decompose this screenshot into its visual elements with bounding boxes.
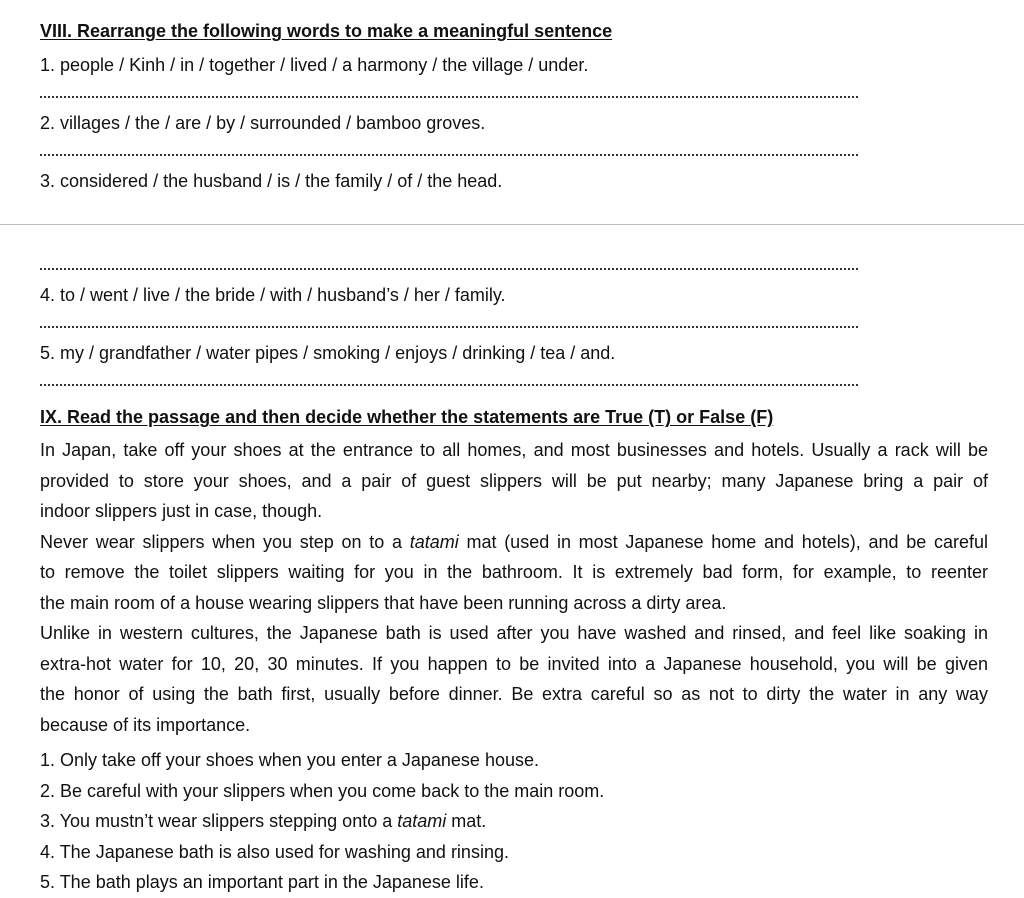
tatami-term: tatami bbox=[397, 811, 447, 831]
page-break-divider bbox=[0, 224, 1024, 225]
passage-line: because of its importance. bbox=[40, 714, 251, 735]
section-9-heading: IX. Read the passage and then decide whether the statements are True (T) or False (F) bbox=[40, 407, 774, 427]
statement-1: 1. Only take off your shoes when you enter a Japanese house. bbox=[40, 750, 539, 770]
passage-line: to remove the toilet slippers waiting for you in the bathroom. It is extremely bad form, for example, to reenter bbox=[40, 562, 988, 582]
rearrange-item-4: 4. to / went / live / the bride / with / husband’s / her / family. bbox=[40, 285, 506, 305]
passage-line: In Japan, take off your shoes at the entrance to all homes, and most businesses and hotels. Usually a rack will be bbox=[40, 440, 988, 460]
passage-line: extra-hot water for 10, 20, 30 minutes. If you happen to be invited into a Japanese household, you will be given bbox=[40, 653, 988, 674]
passage-line: Never wear slippers when you step on to a tatami mat (used in most Japanese home and hotels), and be careful bbox=[40, 531, 988, 552]
rearrange-item-2: 2. villages / the / are / by / surrounded / bamboo groves. bbox=[40, 113, 486, 133]
rearrange-item-3: 3. considered / the husband / is / the family / of / the head. bbox=[40, 171, 503, 191]
statement-2: 2. Be careful with your slippers when you come back to the main room. bbox=[40, 781, 605, 801]
statement-5: 5. The bath plays an important part in the Japanese life. bbox=[40, 872, 484, 892]
answer-line-1[interactable] bbox=[40, 96, 858, 98]
rearrange-item-5: 5. my / grandfather / water pipes / smoking / enjoys / drinking / tea / and. bbox=[40, 343, 616, 363]
passage-line: indoor slippers just in case, though. bbox=[40, 501, 323, 521]
answer-line-4[interactable] bbox=[40, 326, 858, 328]
passage bbox=[40, 435, 988, 740]
section-8-heading: VIII. Rearrange the following words to make a meaningful sentence bbox=[40, 21, 613, 41]
passage-line: the honor of using the bath first, usually before dinner. Be extra careful so as not to dirty the water in any way bbox=[40, 684, 988, 704]
tatami-term: tatami bbox=[409, 531, 459, 552]
statement-4: 4. The Japanese bath is also used for washing and rinsing. bbox=[40, 842, 509, 862]
rearrange-item-1: 1. people / Kinh / in / together / lived / a harmony / the village / under. bbox=[40, 55, 589, 75]
passage-line: the main room of a house wearing slippers that have been running across a dirty area. bbox=[40, 592, 727, 613]
answer-line-3[interactable] bbox=[40, 268, 858, 270]
answer-line-2[interactable] bbox=[40, 154, 858, 156]
passage-line: provided to store your shoes, and a pair of guest slippers will be put nearby; many Japanese bring a pair of bbox=[40, 470, 988, 491]
statement-3: 3. You mustn’t wear slippers stepping onto a tatami mat. bbox=[40, 811, 487, 831]
passage-line: Unlike in western cultures, the Japanese bath is used after you have washed and rinsed, and feel like soaking in bbox=[40, 623, 988, 643]
answer-line-5[interactable] bbox=[40, 384, 858, 386]
